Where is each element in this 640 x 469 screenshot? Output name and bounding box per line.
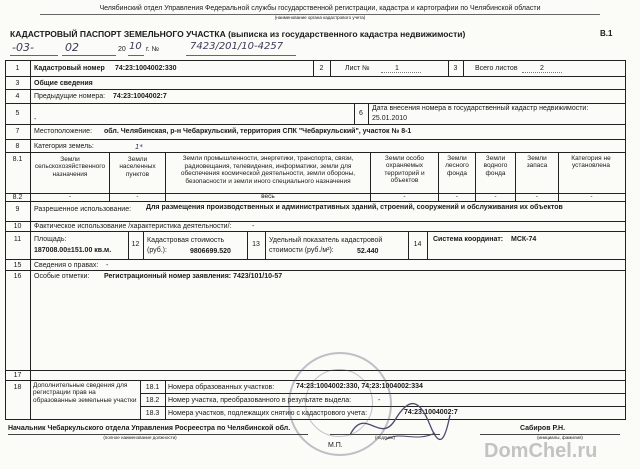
- category-col-industrial: Земли промышленности, энергетики, транспорта, связи, радиовещания, телевидения, информатики, земли для обеспечения космической деятельности, земли обороны, безопасности и земли иного специального назначения: [180, 155, 356, 185]
- row-1-number: 1: [15, 65, 20, 72]
- date-year-suffix: г. №: [146, 46, 160, 53]
- actual-use-label: Фактическое использование /характеристика деятельности/:: [34, 223, 232, 230]
- location-value: обл. Челябинская, р-н Чебаркульский, территория СПК "Чебаркульский", участок № 8-1: [104, 128, 412, 135]
- additional-info-label: Дополнительные сведения для регистрации прав на образованные земельные участки: [33, 382, 137, 404]
- row-7-number: 7: [15, 128, 20, 135]
- category-value-water: -: [494, 193, 497, 200]
- formed-plots-label: Номера образованных участков:: [168, 384, 275, 391]
- document-title: КАДАСТРОВЫЙ ПАСПОРТ ЗЕМЕЛЬНОГО УЧАСТКА (выписка из государственного кадастра недвижимости): [10, 29, 466, 39]
- category-col-reserve: Земли запаса: [526, 155, 548, 170]
- date-month: 02: [65, 41, 79, 54]
- total-sheets-value: 2: [540, 65, 544, 72]
- form-code: В.1: [600, 29, 613, 38]
- category-value-agricultural: -: [68, 193, 72, 200]
- coordinate-system-label: Система координат:: [433, 236, 504, 243]
- sheet-field-number: 2: [319, 65, 324, 72]
- date-year-prefix: 20: [118, 46, 126, 53]
- category-value-settlements: -: [136, 193, 139, 200]
- actual-use-value: -: [252, 223, 255, 230]
- row-5-number: 5: [15, 110, 20, 117]
- category-col-forest: Земли лесного фонда: [445, 155, 469, 177]
- row-8-2-number: 8.2: [12, 194, 23, 201]
- specific-value-label: Удельный показатель кадастровой стоимости (руб./м²):: [269, 237, 383, 254]
- land-category-label: Категория земель:: [34, 143, 94, 150]
- row-18-3-number: 18.3: [145, 410, 160, 417]
- total-field-number: 3: [453, 65, 458, 72]
- transformed-plot-value: -: [378, 397, 381, 404]
- position-caption: (полное наименование должности): [103, 435, 177, 440]
- row-8-1-number: 8.1: [12, 156, 23, 163]
- row-18-2-number: 18.2: [145, 397, 160, 404]
- removed-plots-label: Номера участков, подлежащих снятию с кадастрового учета:: [168, 410, 368, 417]
- permitted-use-value: Для размещения производственных и административных зданий, строений, сооружений и обслуживания их объектов: [146, 204, 563, 211]
- permitted-use-label: Разрешенное использование:: [34, 206, 132, 213]
- agency-header: Челябинский отдел Управления Федеральной службы государственной регистрации, кадастра и картографии по Челябинской области: [99, 5, 541, 12]
- total-sheets-label: Всего листов: [475, 65, 518, 72]
- category-col-water: Земли водного фонда: [483, 155, 508, 177]
- category-value-unset: -: [590, 193, 593, 200]
- coordinate-system-value: МСК-74: [511, 236, 537, 243]
- row-13-number: 13: [252, 241, 260, 248]
- row-11-number: 11: [13, 236, 22, 243]
- date-day: -03-: [12, 41, 34, 54]
- cadastral-value-amount: 9806699.520: [190, 248, 231, 255]
- rights-label: Сведения о правах:: [34, 262, 99, 269]
- previous-numbers-value: 74:23:1004002:7: [113, 93, 167, 100]
- category-col-agricultural: Земли сельскохозяйственного назначения: [34, 156, 106, 178]
- official-name: Сабиров Р.Н.: [520, 425, 566, 432]
- registration-date-label: Дата внесения номера в государственный кадастр недвижимости:: [372, 105, 589, 112]
- signature-caption: (подпись): [374, 435, 395, 440]
- formed-plots-value: 74:23:1004002:330, 74:23:1004002:334: [296, 383, 423, 390]
- date-year: 10: [129, 41, 142, 52]
- row-16-number: 16: [13, 273, 22, 280]
- row-17-number: 17: [13, 372, 22, 379]
- category-col-protected: Земли особо охраняемых территорий и объектов: [384, 155, 425, 185]
- category-value-reserve: -: [535, 193, 539, 200]
- category-value-industrial: весь: [261, 193, 275, 200]
- row-8-number: 8: [15, 143, 20, 150]
- row-14-number: 14: [413, 241, 422, 248]
- row-10-number: 10: [13, 223, 22, 230]
- row-18-number: 18: [13, 384, 22, 391]
- row-8-1-mark: 1*: [135, 143, 143, 151]
- general-info-heading: Общие сведения: [34, 80, 93, 87]
- row-15-number: 15: [13, 262, 22, 269]
- category-col-settlements: Земли населенных пунктов: [119, 156, 156, 178]
- watermark: DomChel.ru: [484, 440, 598, 462]
- row-9-number: 9: [15, 206, 20, 213]
- sheet-value: 1: [395, 65, 399, 72]
- document-number: 7423/201/10-4257: [190, 41, 284, 52]
- location-label: Местоположение:: [34, 128, 93, 135]
- row-6-number: 6: [359, 110, 363, 117]
- registration-date-value: 25.01.2010: [372, 115, 408, 122]
- row-12-number: 12: [131, 241, 140, 248]
- cadastral-number-label: Кадастровый номер: [34, 65, 105, 72]
- rights-value: -: [106, 262, 109, 269]
- official-position: Начальник Чебаркульского отдела Управления Росреестра по Челябинской обл.: [8, 425, 291, 432]
- signature-mark: [345, 395, 455, 450]
- category-value-forest: -: [455, 193, 459, 200]
- row-18-1-number: 18.1: [145, 384, 160, 391]
- cadastral-value-label: Кадастровая стоимость (руб.):: [147, 237, 225, 254]
- category-value-protected: -: [403, 193, 406, 200]
- cadastral-number-value: 74:23:1004002:330: [115, 65, 177, 72]
- category-col-unset: Категория не установлена: [571, 155, 611, 170]
- area-label: Площадь:: [34, 236, 67, 243]
- stamp-caption: М.П.: [328, 442, 343, 449]
- row-4-number: 4: [15, 93, 20, 100]
- sheet-label: Лист №: [345, 65, 370, 72]
- special-notes-value: Регистрационный номер заявления: 7423/101/10-57: [104, 273, 283, 280]
- name-caption: (инициалы, фамилия): [537, 435, 583, 440]
- agency-caption: (наименование органа кадастрового учета): [274, 15, 366, 20]
- row-5-value: -: [34, 116, 37, 123]
- removed-plots-value: 74:23:1004002:7: [404, 409, 458, 416]
- specific-value-amount: 52.440: [357, 248, 379, 255]
- previous-numbers-label: Предыдущие номера:: [34, 93, 106, 100]
- transformed-plot-label: Номер участка, преобразованного в результате выдела:: [168, 397, 352, 404]
- area-value: 187008.00±151.00 кв.м.: [34, 247, 112, 254]
- special-notes-label: Особые отметки:: [34, 273, 90, 280]
